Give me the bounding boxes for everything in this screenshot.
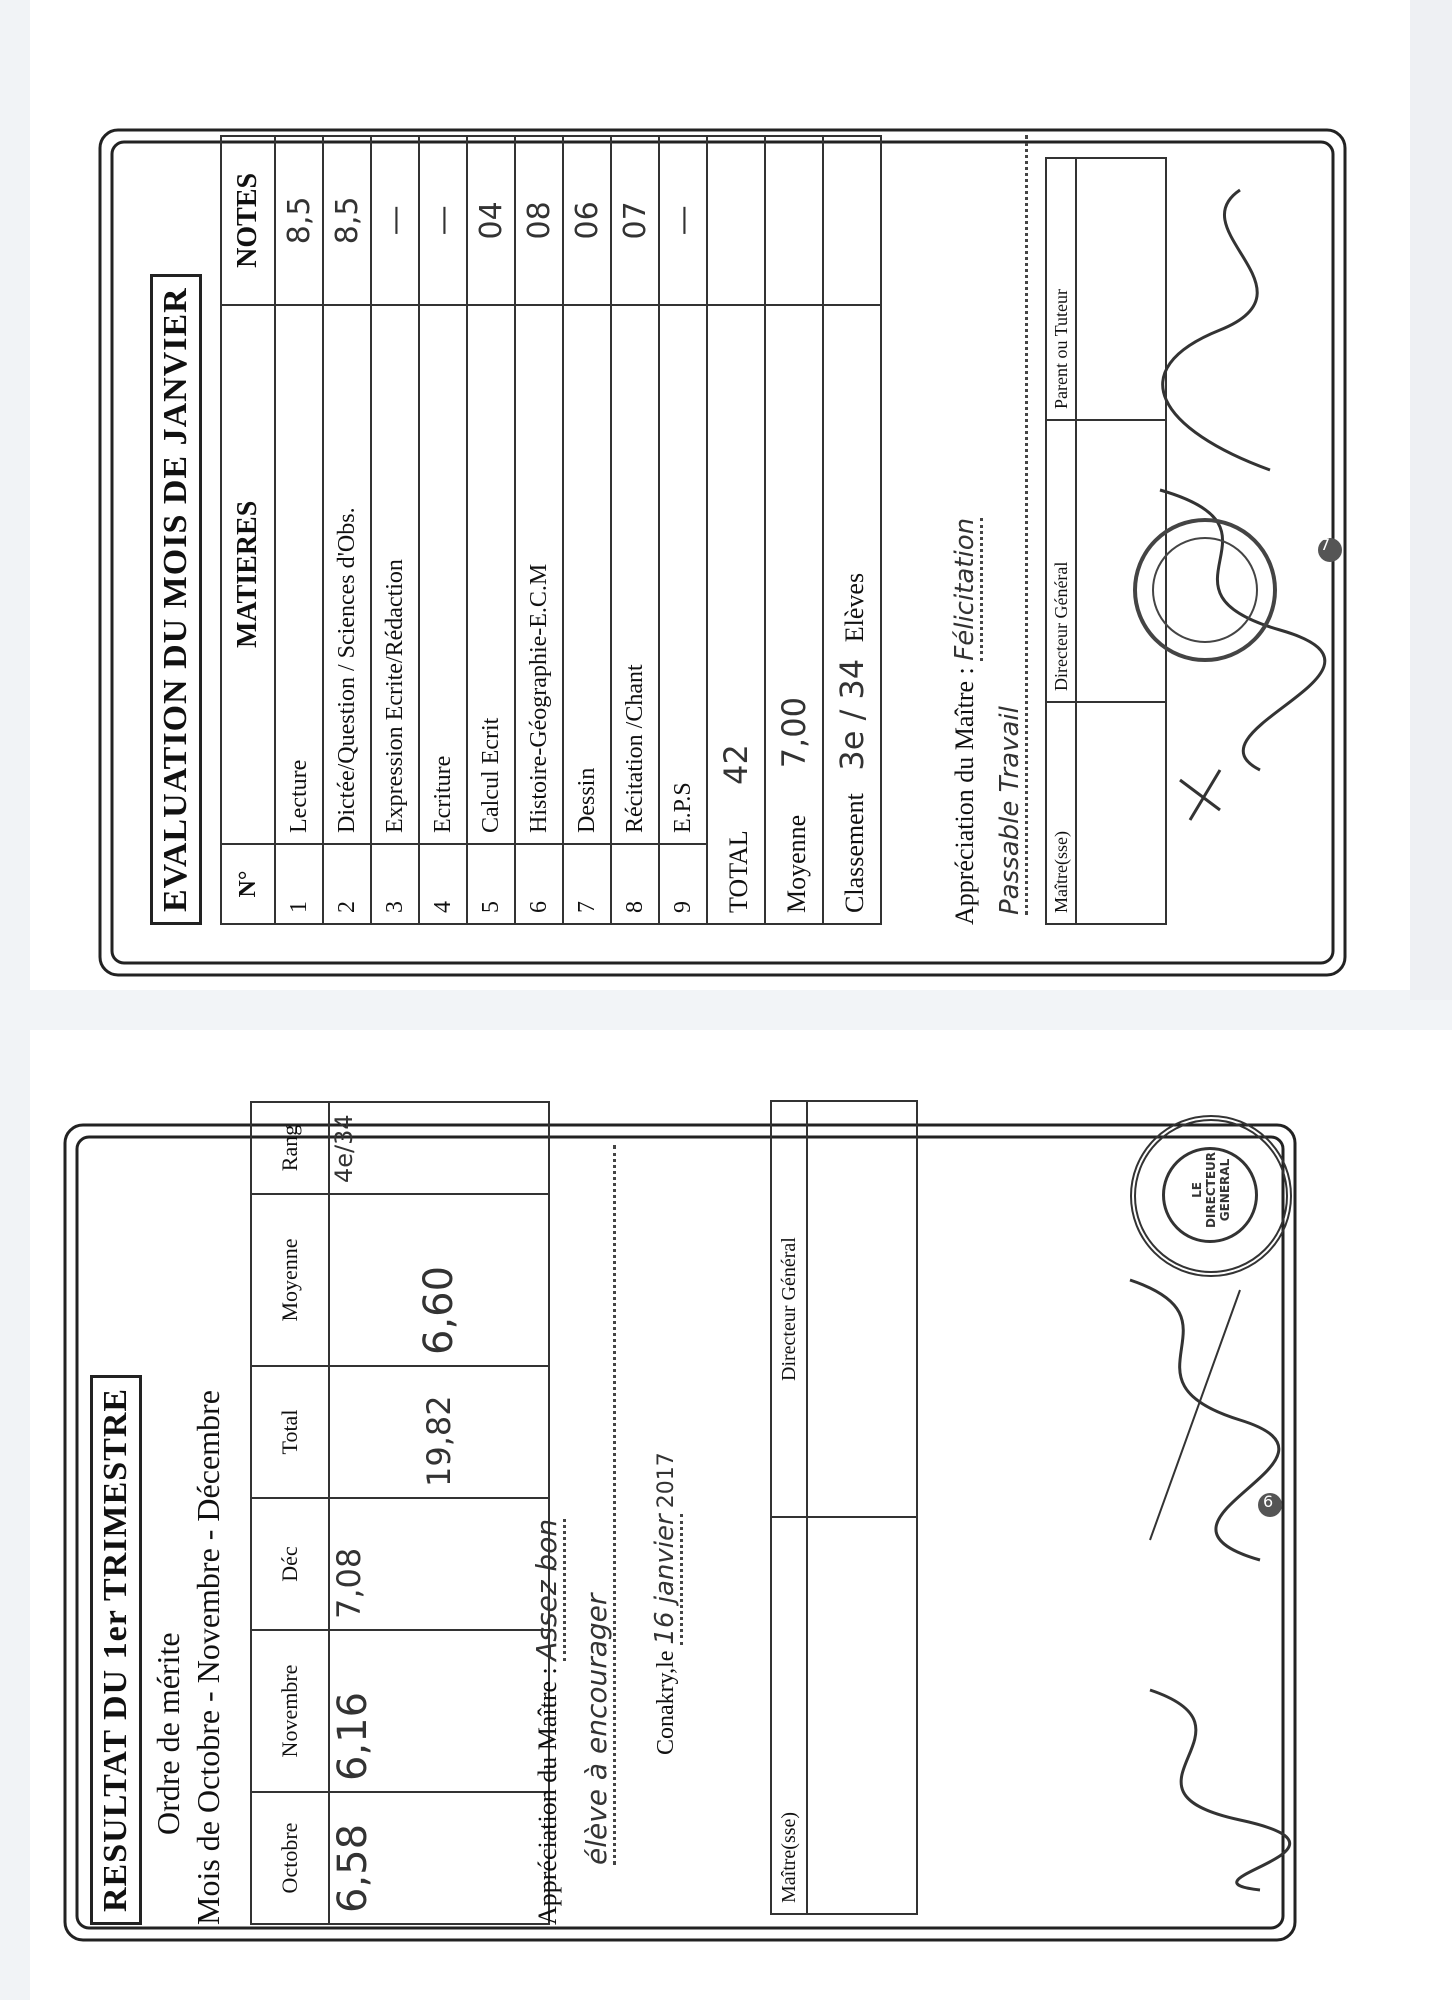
header-novembre: Novembre — [251, 1630, 329, 1792]
trimestre-subtitle2: Mois de Octobre - Novembre - Décembre — [190, 1390, 226, 1925]
value-moyenne: 6,60 — [329, 1194, 549, 1366]
director-stamp — [1130, 1115, 1292, 1277]
header-dec: Déc — [251, 1498, 329, 1630]
value-octobre: 6,58 — [329, 1792, 549, 1924]
table-row — [275, 136, 323, 924]
header-notes: NOTES — [221, 136, 275, 305]
value-novembre: 6,16 — [329, 1630, 549, 1792]
row-num: 8 — [611, 844, 659, 924]
table-row — [467, 136, 515, 924]
row-num: 3 — [371, 844, 419, 924]
row-note: 06 — [563, 136, 611, 305]
row-num: 4 — [419, 844, 467, 924]
appreciation-line1: Assez bon — [530, 1519, 566, 1661]
header-moyenne: Moyenne — [251, 1194, 329, 1366]
table-row — [371, 136, 419, 924]
row-num: 6 — [515, 844, 563, 924]
value-rang: 4e/34 — [329, 1102, 549, 1194]
row-subject: Lecture — [275, 305, 323, 844]
date-value: 16 janvier — [650, 1514, 683, 1644]
row-note: — — [419, 136, 467, 305]
table-row — [323, 136, 371, 924]
trimestre-title: RESULTAT DU 1er TRIMESTRE — [90, 1375, 142, 1925]
row-note: 04 — [467, 136, 515, 305]
moyenne-value: 7,00 — [775, 697, 813, 769]
january-title: EVALUATION DU MOIS DE JANVIER — [150, 274, 202, 925]
row-subject: Ecriture — [419, 305, 467, 844]
row-subject: Dessin — [563, 305, 611, 844]
row-note: 08 — [515, 136, 563, 305]
classement-label: Classement — [840, 793, 869, 913]
classement-value: 3e / 34 — [833, 658, 871, 771]
appreciation-label: Appréciation du Maître : — [950, 667, 979, 925]
table-row — [515, 136, 563, 924]
row-num: 9 — [659, 844, 707, 924]
date-year: 2017 — [654, 1452, 679, 1509]
classement-suffix: Elèves — [840, 572, 869, 643]
january-signature-marks — [1120, 170, 1350, 870]
sign-maitre-label: Maître(sse) — [1046, 702, 1076, 924]
trimestre-results-table — [250, 1101, 550, 1925]
table-row — [611, 136, 659, 924]
table-row — [419, 136, 467, 924]
table-row — [329, 1102, 549, 1924]
row-subject: Calcul Ecrit — [467, 305, 515, 844]
value-dec: 7,08 — [329, 1498, 549, 1630]
row-num: 5 — [467, 844, 515, 924]
row-num: 7 — [563, 844, 611, 924]
stamp-text: LE DIRECTEUR GENERAL — [1190, 1151, 1232, 1229]
header-num: N° — [221, 844, 275, 924]
trimestre-date — [650, 1452, 680, 1755]
header-rang: Rang — [251, 1102, 329, 1194]
row-subject: Dictée/Question / Sciences d'Obs. — [323, 305, 371, 844]
row-subject: Récitation /Chant — [611, 305, 659, 844]
trimestre-signature-marks — [1090, 1260, 1320, 1900]
header-octobre: Octobre — [251, 1792, 329, 1924]
sign-directeur-label: Directeur Général — [771, 1101, 807, 1517]
appreciation-line1: Félicitation — [950, 518, 983, 661]
moyenne-row — [765, 136, 823, 924]
row-subject: E.P.S — [659, 305, 707, 844]
trimestre-subtitle1: Ordre de mérite — [150, 1632, 186, 1835]
total-row — [707, 136, 765, 924]
table-row — [563, 136, 611, 924]
row-note: 8,5 — [275, 136, 323, 305]
appreciation-line2: Passable Travail — [995, 135, 1028, 915]
row-note: 07 — [611, 136, 659, 305]
sign-maitre-label: Maître(sse) — [771, 1517, 807, 1914]
sign-parent-label: Parent ou Tuteur — [1046, 158, 1076, 420]
date-prefix: Conakry,le — [653, 1650, 679, 1755]
row-note: — — [659, 136, 707, 305]
value-total: 19,82 — [329, 1366, 549, 1498]
total-label: TOTAL — [724, 831, 753, 913]
page-number-bottom: 6 — [1263, 1492, 1274, 1511]
row-subject: Expression Ecrite/Rédaction — [371, 305, 419, 844]
sign-directeur-label: Directeur Général — [1046, 420, 1076, 702]
trimestre-appreciation — [530, 1519, 563, 1925]
january-appreciation — [950, 518, 980, 925]
header-subject: MATIERES — [221, 305, 275, 844]
total-value: 42 — [717, 744, 755, 785]
header-total: Total — [251, 1366, 329, 1498]
row-num: 2 — [323, 844, 371, 924]
row-subject: Histoire-Géographie-E.C.M — [515, 305, 563, 844]
trimestre-signatures — [770, 1100, 918, 1915]
row-num: 1 — [275, 844, 323, 924]
appreciation-line2: élève à encourager — [580, 1145, 616, 1865]
moyenne-label: Moyenne — [782, 814, 811, 913]
page-number-top: 7 — [1320, 535, 1331, 554]
row-note: 8,5 — [323, 136, 371, 305]
classement-row — [823, 136, 881, 924]
january-grades-table — [220, 135, 882, 925]
table-row — [659, 136, 707, 924]
row-note: — — [371, 136, 419, 305]
appreciation-label: Appréciation du Maître : — [533, 1667, 562, 1925]
